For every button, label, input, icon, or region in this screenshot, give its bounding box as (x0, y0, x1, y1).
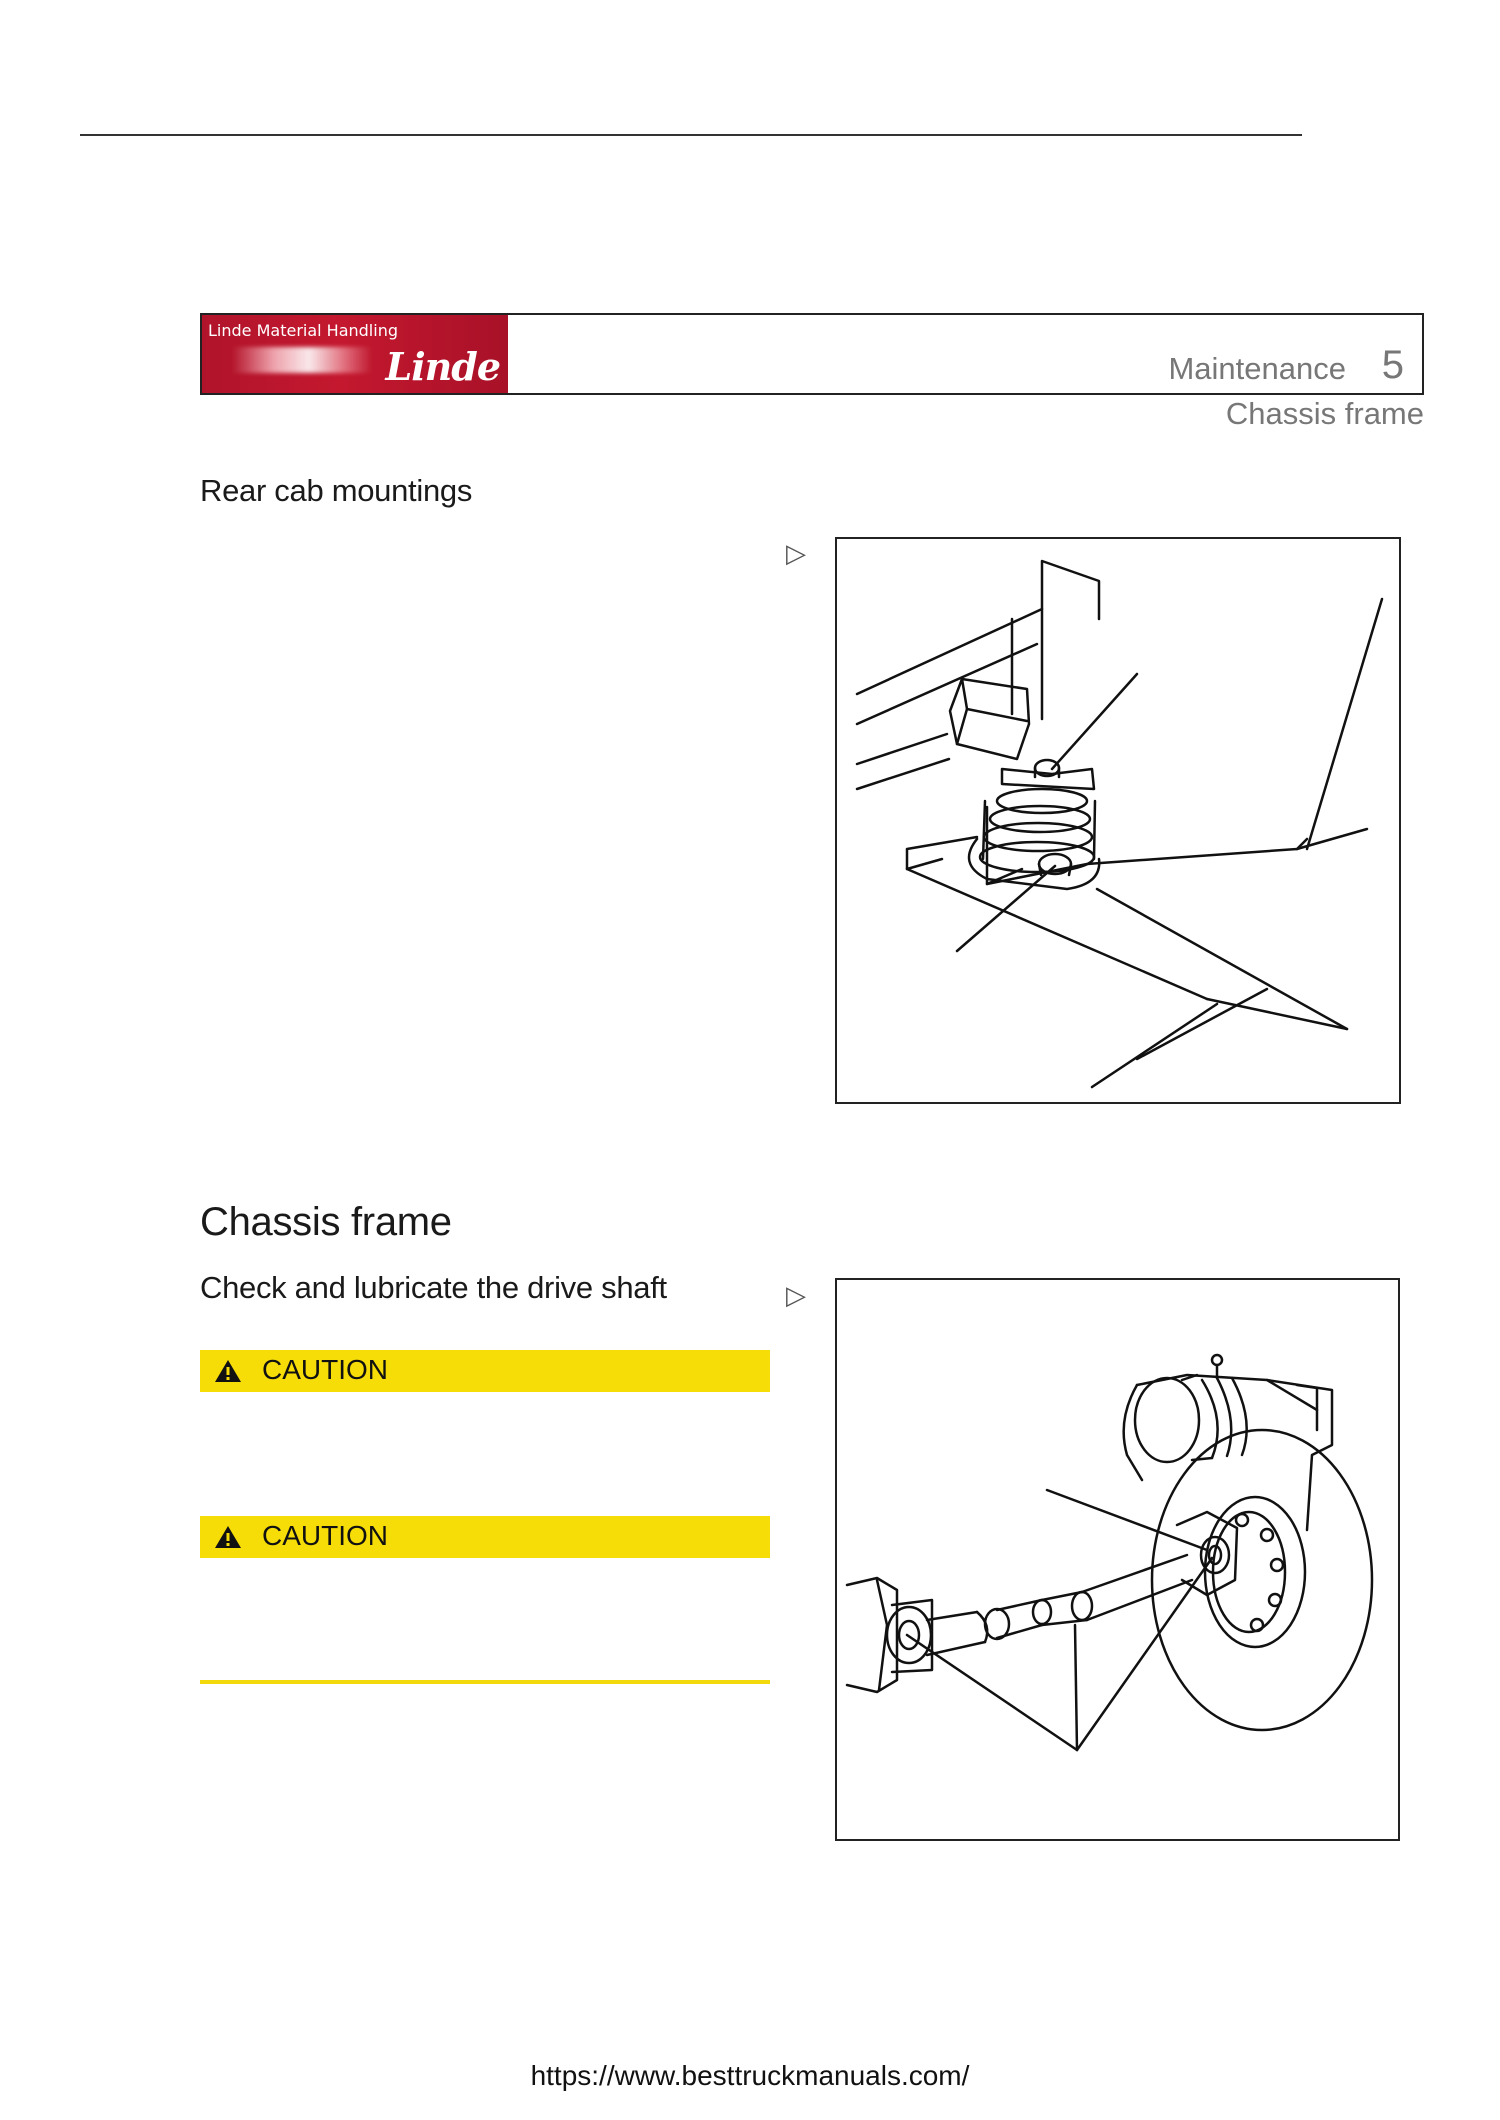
linde-logo (202, 315, 508, 393)
warning-triangle-icon (214, 1525, 242, 1549)
header-chapter-number: 5 (1381, 343, 1404, 387)
drive-shaft-subtitle: Check and lubricate the drive shaft (200, 1270, 667, 1305)
warning-triangle-icon (214, 1359, 242, 1383)
chassis-frame-title: Chassis frame (200, 1200, 452, 1244)
logo-graphic (232, 347, 372, 373)
footer-url[interactable]: https://www.besttruckmanuals.com/ (530, 2060, 970, 2091)
caution-label: CAUTION (262, 1354, 388, 1385)
figure-marker-icon: ▷ (786, 538, 806, 568)
logo-company-name: Linde Material Handling (208, 321, 398, 340)
caution-banner (200, 1350, 770, 1392)
top-rule (80, 134, 1302, 136)
rear-cab-mounting-figure (835, 537, 1401, 1104)
caution-banner (200, 1516, 770, 1558)
caution-end-rule (200, 1680, 770, 1684)
header-section-title: Maintenance (1168, 351, 1346, 386)
drive-shaft-figure (835, 1278, 1400, 1841)
figure-marker-icon: ▷ (786, 1280, 806, 1310)
header-subsection-title: Chassis frame (1225, 396, 1424, 431)
rear-cab-heading: Rear cab mountings (200, 473, 473, 508)
caution-label: CAUTION (262, 1520, 388, 1551)
logo-brand-name: Linde (385, 344, 500, 389)
page-header (200, 313, 1424, 395)
